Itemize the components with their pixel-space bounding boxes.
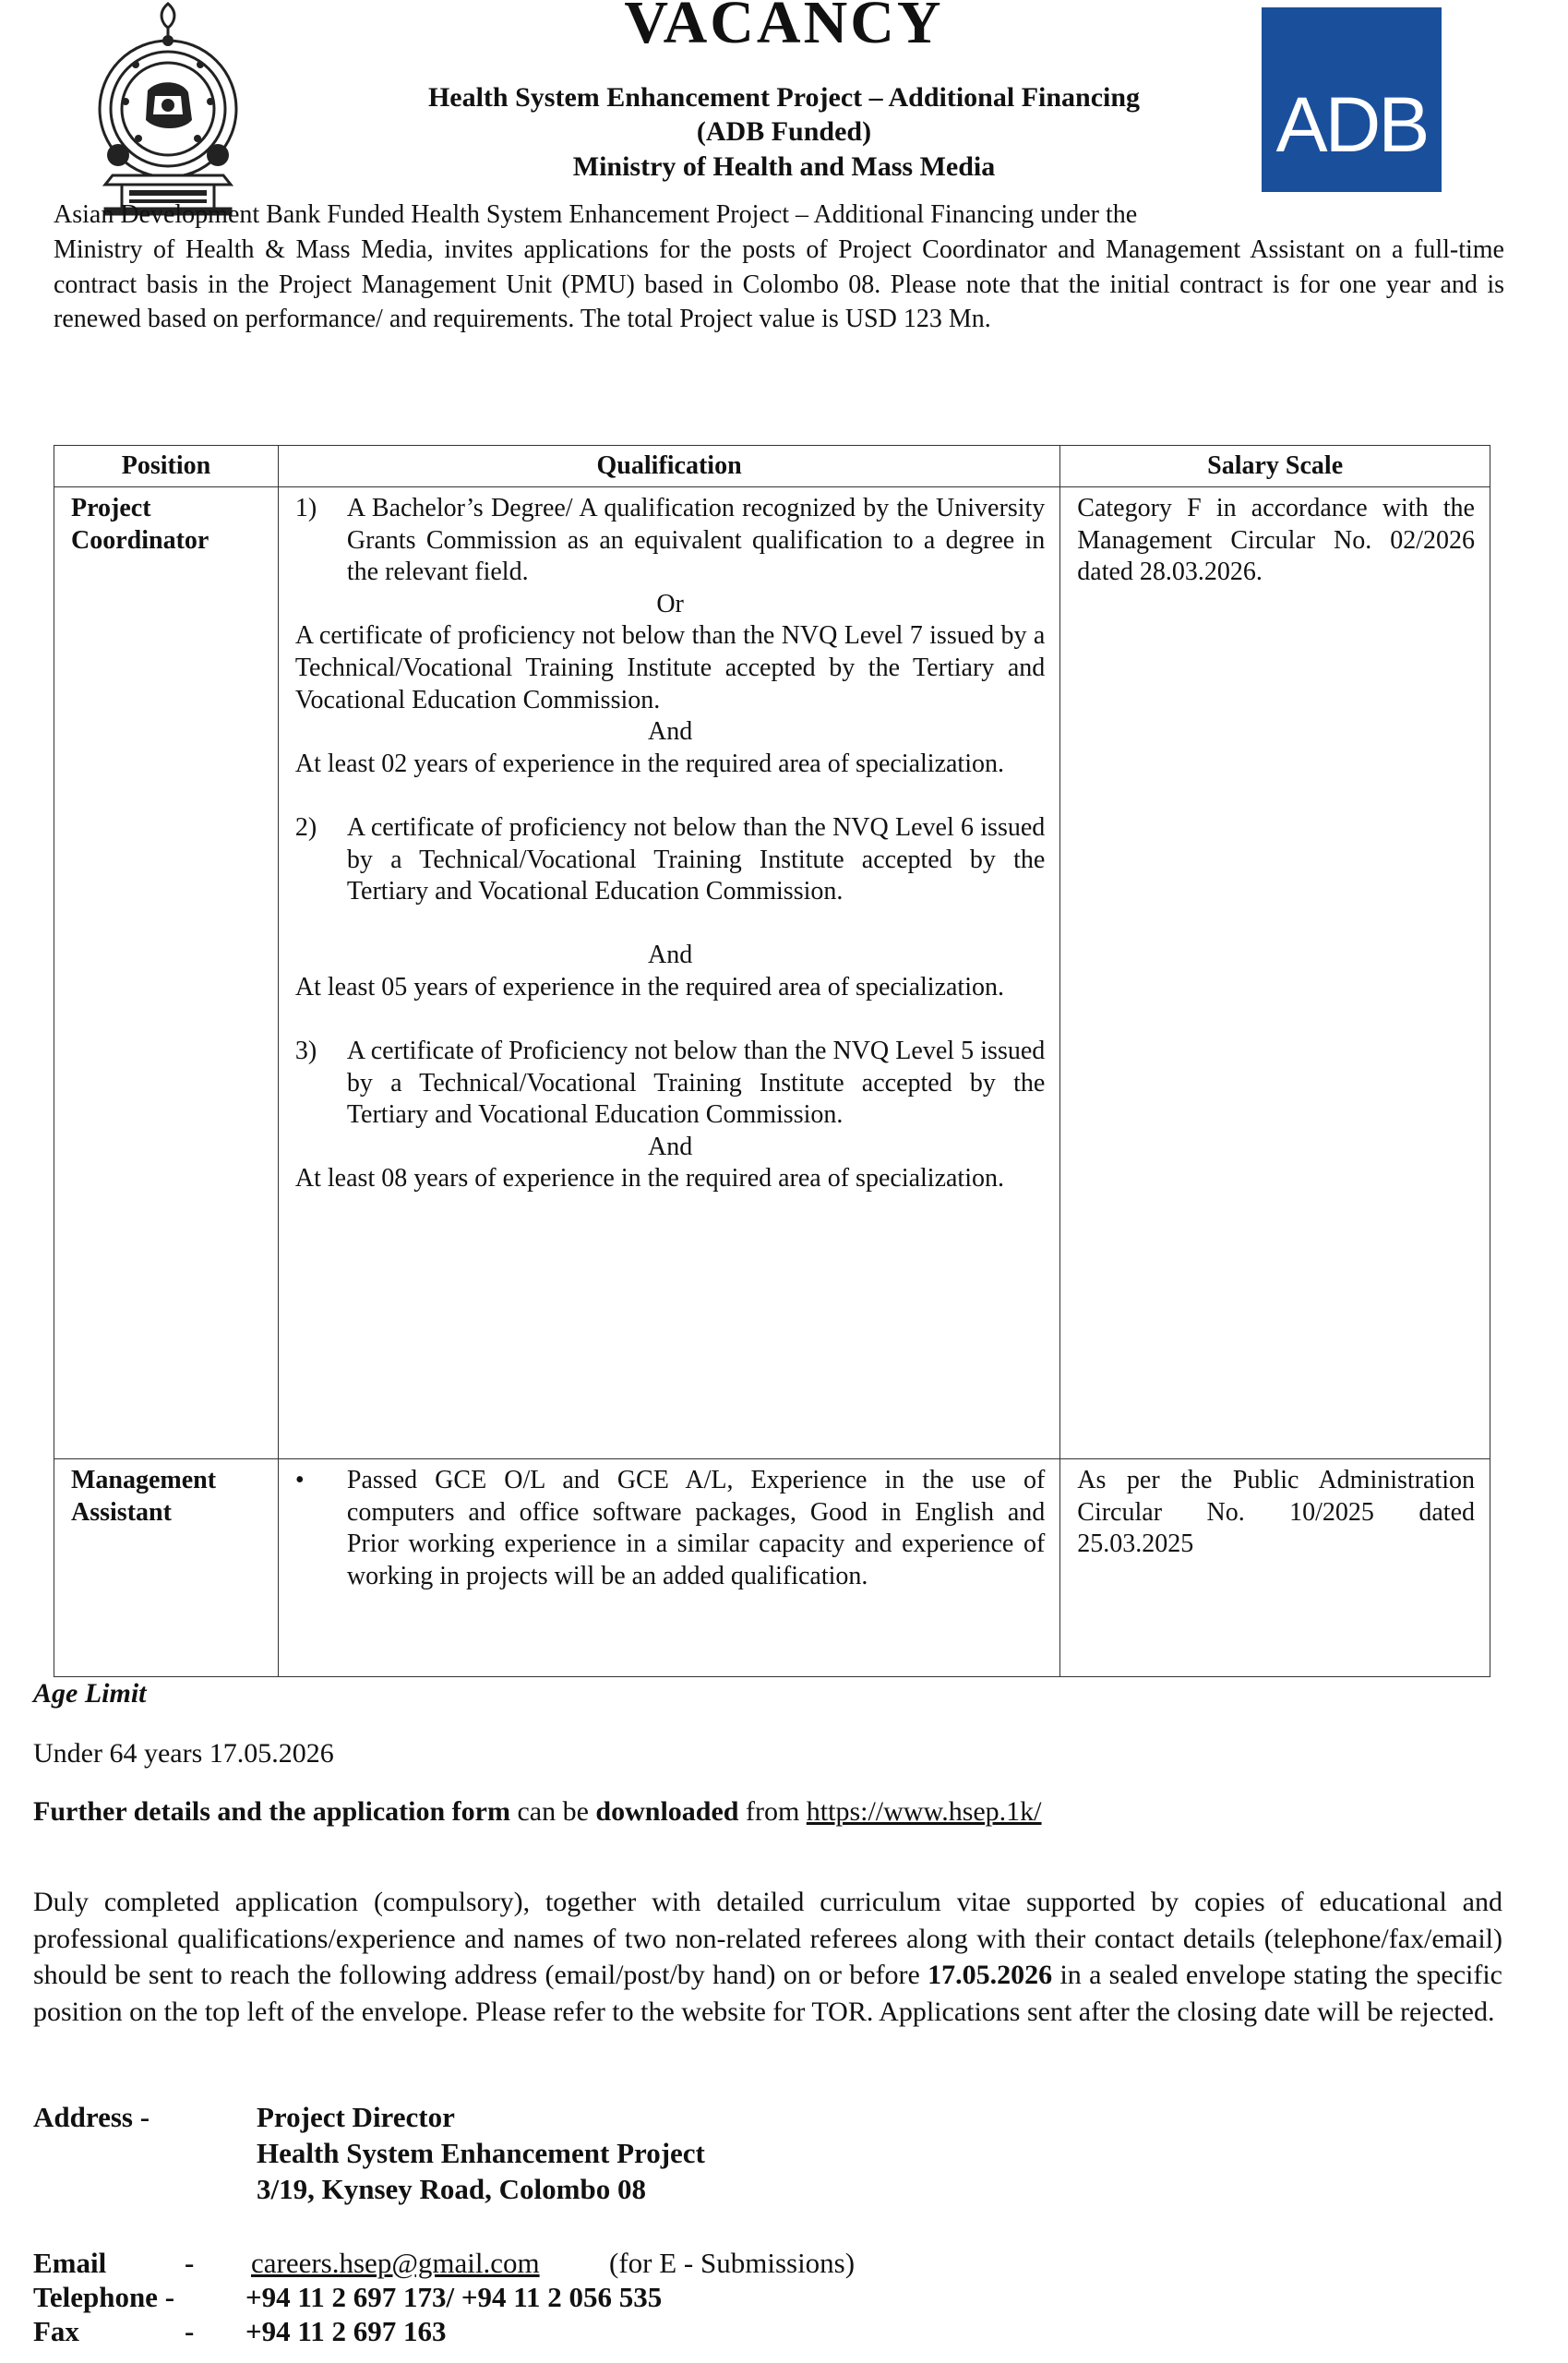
header-salary-scale: Salary Scale	[1060, 446, 1490, 487]
address-line: 3/19, Kynsey Road, Colombo 08	[257, 2173, 646, 2205]
position-title: Project	[71, 494, 151, 522]
address-label: Address -	[33, 2101, 150, 2133]
address-line: Health System Enhancement Project	[257, 2137, 705, 2169]
further-details: Further details and the application form can be downloaded from https://www.hsep.1k/	[33, 1796, 1042, 1827]
address-line: Project Director	[257, 2101, 455, 2133]
and-separator: And	[647, 941, 693, 970]
position-title: Assistant	[71, 1497, 172, 1527]
fax-dash: -	[185, 2315, 195, 2347]
header-qualification: Qualification	[278, 446, 1059, 487]
telephone-label: Telephone -	[33, 2281, 175, 2313]
experience-requirement: At least 02 years of experience in the required area of specialization.	[294, 749, 1004, 778]
list-item: • Passed GCE O/L and GCE A/L, Experience in the use of computers and office software packages, Good in English and Prior working experience in a similar capacity and experience of working in projects will be an added qualification.	[295, 1465, 1045, 1592]
adb-logo-text: ADB	[1275, 81, 1428, 168]
table-row	[54, 1459, 1490, 1677]
position-cell	[54, 1459, 279, 1677]
telephone-numbers: +94 11 2 697 173/ +94 11 2 056 535	[245, 2281, 663, 2313]
application-instructions: Duly completed application (compulsory), together with detailed curriculum vitae supported by copies of educational and professional qualifications/experience and names of two non-related referees along with their contact details (telephone/fax/email) should be sent to reach the following address (email/post/by hand) on or before 17.05.2026 in a sealed envelope stating the specific position on the top left of the envelope. Please refer to the website for TOR. Applications sent after the closing date will be rejected.	[33, 1887, 1502, 2027]
header-position: Position	[54, 446, 279, 487]
intro-cut-line: Asian Development Bank Funded Health System Enhancement Project – Additional Financing under the	[54, 200, 1138, 229]
fax-number: +94 11 2 697 163	[245, 2315, 447, 2347]
list-item: 1) A Bachelor’s Degree/ A qualification recognized by the University Grants Commission as an equivalent qualification to a degree in the relevant field.	[294, 494, 1046, 587]
salary-cell: Category F in accordance with the Management Circular No. 02/2026 dated 28.03.2026.	[1060, 487, 1490, 1459]
qualification-cell	[278, 1459, 1059, 1677]
or-separator: Or	[656, 589, 684, 618]
bullet-icon: •	[294, 1466, 305, 1494]
and-separator: And	[647, 717, 693, 747]
email-label: Email	[33, 2247, 107, 2279]
deadline-date: 17.05.2026	[928, 1960, 1053, 1990]
ministry-name: Ministry of Health and Mass Media	[572, 151, 996, 182]
table-row	[54, 487, 1490, 1459]
list-item: 2) A certificate of proficiency not below than the NVQ Level 6 issued by a Technical/Vocational Training Institute accepted by the Tertiary and Vocational Education Commission.	[294, 812, 1046, 906]
experience-requirement: At least 05 years of experience in the required area of specialization.	[294, 972, 1004, 1002]
and-separator: And	[647, 1132, 693, 1161]
age-limit-value: Under 64 years 17.05.2026	[33, 1738, 334, 1769]
salary-cell: As per the Public Administration Circular No. 10/2025 dated 25.03.2025	[1060, 1459, 1490, 1677]
download-link[interactable]: https://www.hsep.1k/	[806, 1796, 1042, 1827]
qualification-alt: A certificate of proficiency not below than the NVQ Level 7 issued by a Technical/Vocational Training Institute accepted by the Tertiary and Vocational Education Commission.	[294, 621, 1046, 714]
vacancy-table	[54, 445, 1490, 1677]
table-header-row	[54, 446, 1490, 487]
qualification-cell	[278, 487, 1059, 1459]
email-note: (for E - Submissions)	[609, 2247, 856, 2279]
email-link[interactable]: careers.hsep@gmail.com	[251, 2247, 540, 2279]
email-dash: -	[185, 2247, 195, 2279]
position-cell	[54, 487, 279, 1459]
page-title: VACANCY	[624, 0, 944, 56]
intro-text: Ministry of Health & Mass Media, invites applications for the posts of Project Coordinator and Management Assistant on a full-time contract basis in the Project Management Unit (PMU) based in Colombo 08. Please note that the initial contract is for one year and is renewed based on performance/ and requirements. The total Project value is USD 123 Mn.	[54, 235, 1504, 333]
fax-label: Fax	[33, 2315, 79, 2347]
position-title: Management	[71, 1466, 217, 1494]
intro-paragraph	[54, 200, 1504, 337]
project-name: Health System Enhancement Project – Additional Financing	[427, 82, 1141, 113]
list-item: 3) A certificate of Proficiency not below than the NVQ Level 5 issued by a Technical/Vocational Training Institute accepted by the Tertiary and Vocational Education Commission.	[294, 1037, 1046, 1130]
experience-requirement: At least 08 years of experience in the required area of specialization.	[294, 1164, 1004, 1193]
age-limit-heading: Age Limit	[33, 1678, 147, 1709]
position-title: Coordinator	[71, 525, 209, 555]
funding-note: (ADB Funded)	[696, 116, 872, 147]
